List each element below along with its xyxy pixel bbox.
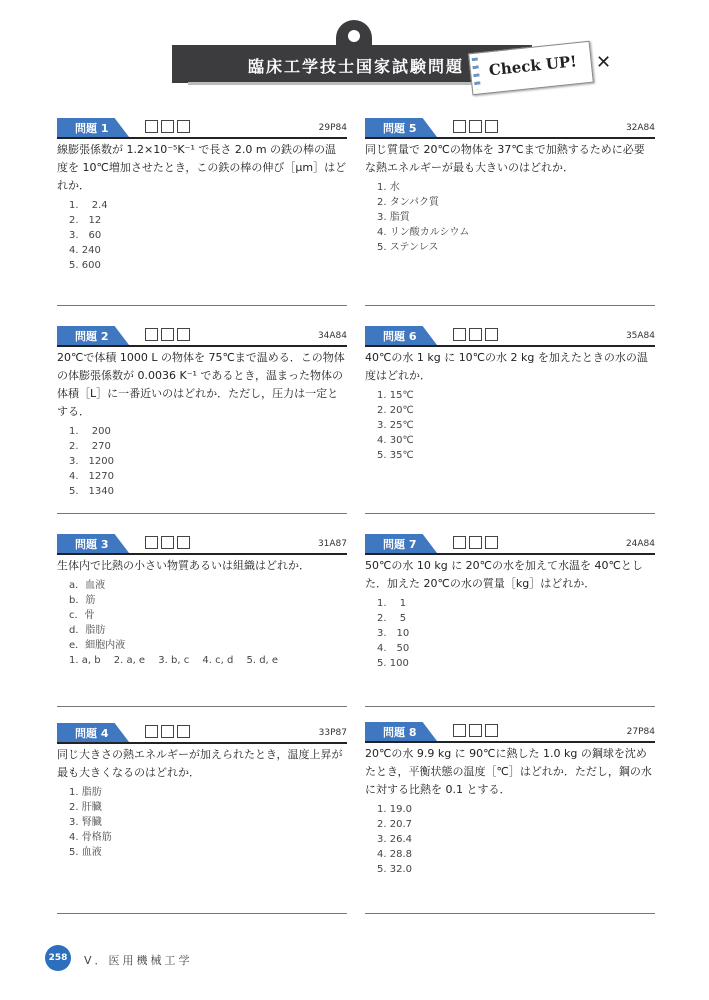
- question-header: [365, 326, 655, 347]
- page-number: 258: [45, 945, 71, 971]
- check-boxes: [145, 725, 190, 738]
- answer-option: 2. 20.7: [377, 819, 412, 830]
- answer-option: 5. 血液: [69, 847, 102, 858]
- question-3: [57, 534, 347, 668]
- answer-option: 3. 腎臓: [69, 817, 102, 828]
- question-1: [57, 118, 347, 273]
- answer-option: 2. タンパク質: [377, 197, 440, 208]
- question-text: 20℃の水 9.9 kg に 90℃に熱した 1.0 kg の鋼球を沈めたとき，平衡状態の温度［℃］はどれか．ただし，鋼の水に対する比熱を 0.1 とする．: [365, 747, 652, 796]
- answer-option: 1. 2.4: [69, 200, 108, 211]
- exam-code: 35A84: [625, 331, 655, 341]
- question-7: [365, 534, 655, 671]
- check-box[interactable]: [145, 328, 158, 341]
- question-header: [365, 722, 655, 743]
- exam-code: 32A84: [625, 123, 655, 133]
- divider: [57, 305, 347, 306]
- exam-code: 24A84: [625, 539, 655, 549]
- check-box[interactable]: [453, 724, 466, 737]
- check-boxes: [453, 724, 498, 737]
- answer-options: [69, 424, 347, 499]
- check-boxes: [453, 120, 498, 133]
- answer-option: b．筋: [69, 595, 96, 606]
- question-number: 問題 6: [383, 330, 417, 343]
- divider: [365, 913, 655, 914]
- check-box[interactable]: [161, 328, 174, 341]
- answer-option: 4. 28.8: [377, 849, 412, 860]
- answer-option: 3. 25℃: [377, 420, 414, 431]
- answer-option: 4. 240: [69, 245, 101, 256]
- answer-option: a．血液: [69, 580, 106, 591]
- check-box[interactable]: [469, 536, 482, 549]
- question-text: 同じ大きさの熱エネルギーが加えられたとき，温度上昇が最も大きくなるのはどれか．: [57, 748, 343, 779]
- answer-option: 4. 骨格筋: [69, 832, 112, 843]
- check-box[interactable]: [145, 120, 158, 133]
- question-number: 問題 2: [75, 330, 109, 343]
- check-boxes: [453, 328, 498, 341]
- tag-stripes: [472, 58, 481, 90]
- exam-code: 27P84: [626, 727, 655, 737]
- question-number: 問題 8: [383, 726, 417, 739]
- question-text: 40℃の水 1 kg に 10℃の水 2 kg を加えたときの水の温度はどれか．: [365, 351, 648, 382]
- tag-string-icon: ✕: [596, 52, 612, 73]
- question-number: 問題 3: [75, 538, 109, 551]
- answer-option: 5. 600: [69, 260, 101, 271]
- divider: [365, 513, 655, 514]
- banner-underline: [188, 82, 478, 85]
- question-5: [365, 118, 655, 255]
- question-2: [57, 326, 347, 499]
- question-number: 問題 1: [75, 122, 109, 135]
- answer-option: d．脂肪: [69, 625, 106, 636]
- answer-options: [377, 180, 655, 255]
- question-number: 問題 4: [75, 727, 109, 740]
- question-8: [365, 722, 655, 877]
- answer-option: 2. 肝臓: [69, 802, 102, 813]
- divider: [57, 513, 347, 514]
- page-title: 臨床工学技士国家試験問題: [248, 57, 465, 76]
- check-box[interactable]: [161, 725, 174, 738]
- answer-options: [377, 388, 655, 463]
- chapter-title: V．医用機械工学: [84, 954, 193, 967]
- check-box[interactable]: [453, 328, 466, 341]
- answer-option: 5. 32.0: [377, 864, 412, 875]
- answer-option: 1. 15℃: [377, 390, 414, 401]
- answer-option: 2. 270: [69, 441, 111, 452]
- answer-option: 5. 1340: [69, 486, 114, 497]
- check-box[interactable]: [469, 328, 482, 341]
- question-header: [365, 118, 655, 139]
- check-box[interactable]: [453, 536, 466, 549]
- divider: [365, 706, 655, 707]
- question-header: [57, 326, 347, 347]
- check-box[interactable]: [453, 120, 466, 133]
- answer-option: 2. 20℃: [377, 405, 414, 416]
- check-box[interactable]: [145, 725, 158, 738]
- check-box[interactable]: [177, 328, 190, 341]
- answer-option: 5. 100: [377, 658, 409, 669]
- question-header: [57, 118, 347, 139]
- question-text: 線膨張係数が 1.2×10⁻⁵K⁻¹ で長さ 2.0 m の鉄の棒の温度を 10℃増加させたとき，この鉄の棒の伸び［μm］はどれか．: [57, 143, 347, 192]
- answer-option: 1. 19.0: [377, 804, 412, 815]
- answer-option: 3. 脂質: [377, 212, 410, 223]
- answer-option: 2. 12: [69, 215, 102, 226]
- check-box[interactable]: [177, 725, 190, 738]
- check-box[interactable]: [485, 724, 498, 737]
- question-text: 50℃の水 10 kg に 20℃の水を加えて水温を 40℃とした．加えた 20℃の水の質量［kg］はどれか．: [365, 559, 643, 590]
- check-boxes: [145, 536, 190, 549]
- answer-options: [69, 578, 347, 668]
- answer-option: 5. ステンレス: [377, 242, 439, 253]
- answer-option: 2. 5: [377, 613, 407, 624]
- question-number: 問題 5: [383, 122, 417, 135]
- answer-options: [69, 198, 347, 273]
- check-box[interactable]: [145, 536, 158, 549]
- question-text: 同じ質量で 20℃の物体を 37℃まで加熱するために必要な熱エネルギーが最も大きいのはどれか．: [365, 143, 645, 174]
- question-header: [365, 534, 655, 555]
- answer-option: 3. 10: [377, 628, 410, 639]
- question-header: [57, 534, 347, 555]
- answer-option: 4. 50: [377, 643, 410, 654]
- answer-options: [69, 785, 347, 860]
- answer-option: 1. 水: [377, 182, 400, 193]
- check-box[interactable]: [469, 724, 482, 737]
- answer-option: 3. 1200: [69, 456, 114, 467]
- answer-option: 1. a, b 2. a, e 3. b, c 4. c, d 5. d, e: [69, 655, 279, 666]
- answer-option: c．骨: [69, 610, 95, 621]
- check-box[interactable]: [177, 120, 190, 133]
- answer-option: e．細胞内液: [69, 640, 126, 651]
- check-box[interactable]: [161, 120, 174, 133]
- check-box[interactable]: [485, 120, 498, 133]
- answer-option: 5. 35℃: [377, 450, 414, 461]
- divider: [57, 706, 347, 707]
- answer-option: 1. 脂肪: [69, 787, 102, 798]
- exam-code: 34A84: [317, 331, 347, 341]
- answer-options: [377, 596, 655, 671]
- tag-label: Check UP!: [488, 52, 578, 80]
- check-boxes: [145, 328, 190, 341]
- check-box[interactable]: [177, 536, 190, 549]
- divider: [365, 305, 655, 306]
- answer-option: 4. リン酸カルシウム: [377, 227, 470, 238]
- check-box[interactable]: [469, 120, 482, 133]
- check-boxes: [145, 120, 190, 133]
- check-boxes: [453, 536, 498, 549]
- question-6: [365, 326, 655, 463]
- question-text: 生体内で比熱の小さい物質あるいは組織はどれか．: [57, 559, 310, 572]
- check-box[interactable]: [485, 328, 498, 341]
- question-text: 20℃で体積 1000 L の物体を 75℃まで温める．この物体の体膨張係数が 0.0036 K⁻¹ であるとき，温まった物体の体積［L］に一番近いのはどれか．ただし，圧力は一定とする．: [57, 351, 345, 418]
- question-4: [57, 723, 347, 860]
- check-box[interactable]: [485, 536, 498, 549]
- answer-option: 3. 60: [69, 230, 102, 241]
- exam-code: 33P87: [318, 728, 347, 738]
- divider: [57, 913, 347, 914]
- question-number: 問題 7: [383, 538, 417, 551]
- answer-option: 1. 1: [377, 598, 407, 609]
- hanger-hole: [348, 30, 360, 42]
- answer-options: [377, 802, 655, 877]
- answer-option: 3. 26.4: [377, 834, 412, 845]
- answer-option: 4. 1270: [69, 471, 114, 482]
- exam-code: 29P84: [318, 123, 347, 133]
- exam-code: 31A87: [317, 539, 347, 549]
- question-header: [57, 723, 347, 744]
- answer-option: 1. 200: [69, 426, 111, 437]
- answer-option: 4. 30℃: [377, 435, 414, 446]
- check-box[interactable]: [161, 536, 174, 549]
